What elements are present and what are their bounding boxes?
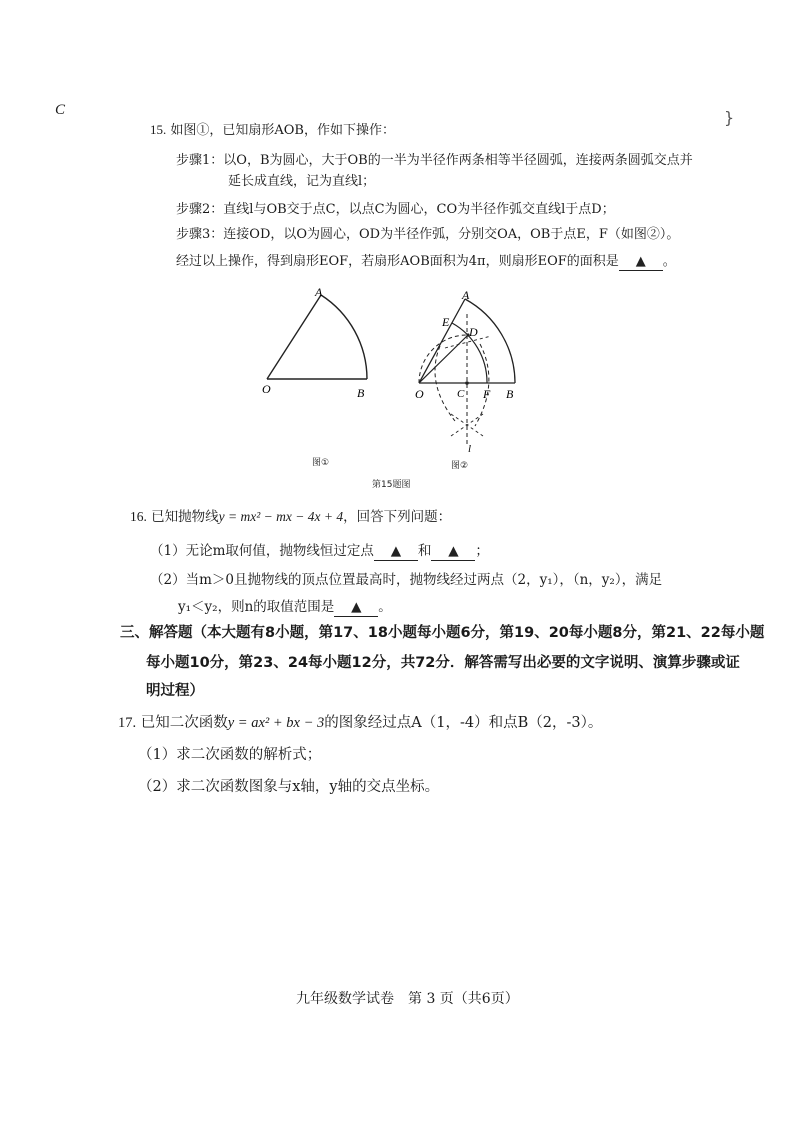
q15-conclusion: 经过以上操作，得到扇形EOF，若扇形AOB面积为4π，则扇形EOF的面积是 xyxy=(176,254,619,269)
q16-equation: y = mx² − mx − 4x + 4 xyxy=(218,509,344,524)
q17-tail: 的图象经过点A（1，-4）和点B（2，-3）。 xyxy=(324,715,603,731)
fig1-label-o: O xyxy=(262,382,271,396)
q16-part1-blank-1[interactable]: ▲ xyxy=(374,542,418,561)
q16-stem xyxy=(130,508,451,526)
fig1-label-b: B xyxy=(357,386,365,400)
q15-figure-caption: 第15题图 xyxy=(372,480,411,490)
q16-part1-end: ； xyxy=(475,543,489,559)
q15-step1-line xyxy=(176,153,693,169)
fig1-caption: 图① xyxy=(312,458,330,468)
fig2-caption: 图② xyxy=(451,461,469,471)
q16-number: 16. xyxy=(130,509,147,524)
page-footer: 九年级数学试卷 第 3 页（共6页） xyxy=(296,991,519,1007)
q15-step2-label: 步骤2： xyxy=(176,202,224,217)
q17-stem xyxy=(118,713,602,733)
fig2-label-d: D xyxy=(469,325,478,339)
q15-number: 15. xyxy=(150,122,167,137)
fig2-label-l: l xyxy=(468,443,472,454)
q15-step3-line xyxy=(176,227,679,243)
fig1-arc-ab xyxy=(321,295,367,379)
q15-intro-line xyxy=(150,122,395,139)
q16-part1-and: 和 xyxy=(417,543,432,559)
q17-number: 17. xyxy=(118,715,137,731)
q15-answer-blank[interactable]: ▲ xyxy=(619,254,663,271)
q16-lead: 已知抛物线 xyxy=(151,509,219,525)
q15-step1-continued: 延长成直线，记为直线l； xyxy=(228,174,376,189)
q15-step1-text: 以O，B为圆心，大于OB的一半为半径作两条相等半径圆弧，连接两条圆弧交点并 xyxy=(223,153,693,168)
fig2-segment-od xyxy=(419,335,468,383)
q15-step3-label: 步骤3： xyxy=(176,227,224,242)
q16-part2-end: 。 xyxy=(378,599,392,615)
q17-part1: （1）求二次函数的解析式； xyxy=(138,747,322,763)
q17-lead: 已知二次函数 xyxy=(140,715,228,731)
q16-part1-label: （1） xyxy=(150,543,186,559)
q17-equation: y = ax² + bx − 3 xyxy=(227,715,325,731)
q17-part2: （2）求二次函数图象与x轴，y轴的交点坐标。 xyxy=(138,779,440,795)
q15-step3-text: 连接OD，以O为圆心，OD为半径作弧，分别交OA，OB于点E，F（如图②）。 xyxy=(223,227,680,242)
q16-part2-continued xyxy=(178,598,392,617)
q15-step1-label: 步骤1： xyxy=(176,153,224,168)
corner-label: C xyxy=(55,102,66,118)
q16-part2-blank[interactable]: ▲ xyxy=(334,598,378,617)
fig2-label-e: E xyxy=(442,315,450,329)
fig2-label-a: A xyxy=(462,288,470,302)
q16-part2 xyxy=(150,571,662,589)
section-3-line-2: 每小题10分，第23、24每小题12分，共72分．解答需写出必要的文字说明、演算步骤或证 xyxy=(146,655,740,671)
q16-part2-label: （2） xyxy=(150,572,186,588)
q16-part1 xyxy=(150,542,489,561)
fig2-label-f: F xyxy=(483,387,491,401)
q16-part1-blank-2[interactable]: ▲ xyxy=(431,542,475,561)
fig2-point-c xyxy=(465,381,469,385)
q15-figure-1 xyxy=(255,282,375,402)
fig2-label-o: O xyxy=(415,387,424,401)
fig2-label-c: C xyxy=(457,388,465,400)
fig1-segment-oa xyxy=(267,295,321,379)
fig1-label-a: A xyxy=(315,285,323,299)
q15-step2-line xyxy=(176,202,615,218)
q15-period: 。 xyxy=(662,254,676,269)
q15-figure-2 xyxy=(405,286,530,454)
edge-mark: } xyxy=(724,108,735,127)
q15-step2-text: 直线l与OB交于点C，以点C为圆心，CO为半径作弧交直线l于点D； xyxy=(223,202,615,217)
q16-part1-text: 无论m取何值，抛物线恒过定点 xyxy=(185,543,374,559)
q16-part2-line2: y₁＜y₂，则n的取值范围是 xyxy=(178,599,335,615)
q16-part2-text: 当m＞0且抛物线的顶点位置最高时，抛物线经过两点（2，y₁），（n，y₂），满足 xyxy=(185,572,663,588)
fig2-segment-oa xyxy=(419,299,465,383)
section-3-line-1: 三、解答题（本大题有8小题，第17、18小题每小题6分，第19、20每小题8分，第21、22每小题 xyxy=(120,625,765,641)
q16-tail: ，回答下列问题： xyxy=(343,509,452,525)
fig2-label-b: B xyxy=(506,387,514,401)
q15-intro: 如图①，已知扇形AOB，作如下操作： xyxy=(170,123,395,138)
section-3-line-3: 明过程） xyxy=(146,683,204,699)
q15-conclusion-line xyxy=(176,254,676,271)
fig2-cross-3 xyxy=(451,414,483,436)
